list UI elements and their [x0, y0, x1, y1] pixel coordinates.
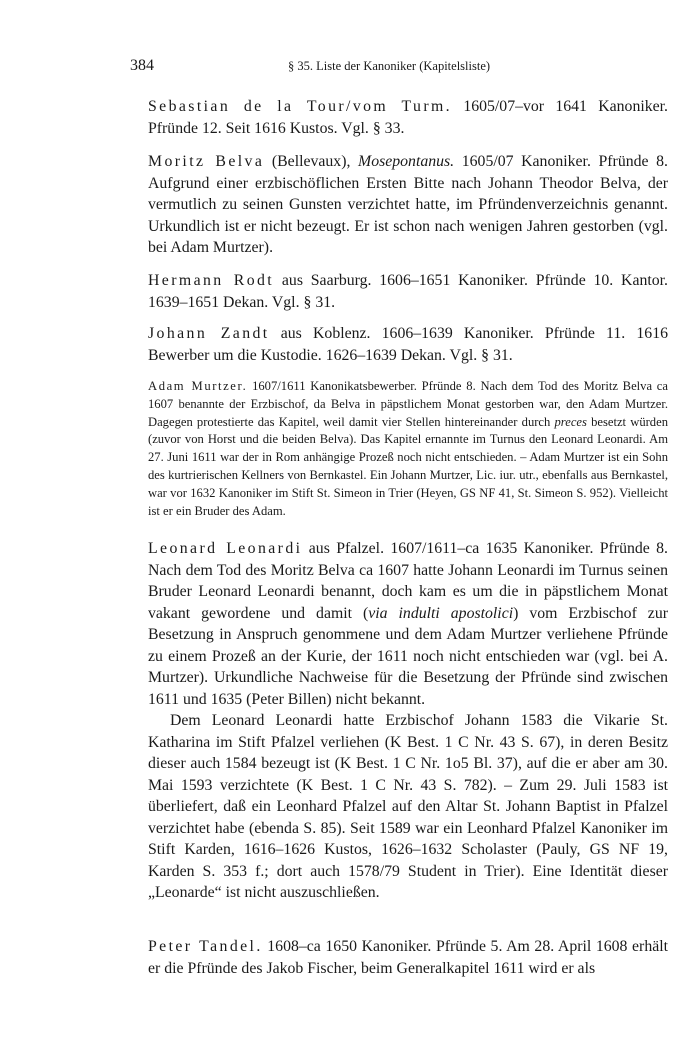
entry-leonardi	[148, 538, 668, 904]
entry-name: Adam Murtzer.	[148, 379, 248, 393]
entry-text: aus Koblenz. 1606–1639 Kanoniker. Pfründe 11. 1616 Bewerber um die Kustodie. 1626–1639 Dekan. Vgl. § 31.	[148, 325, 668, 364]
entry-text: besetzt würden (zuvor von Horst und die beiden Belva). Das Kapitel ernannte im Turnus den Leonard Leonardi. Am 27. Juni 1611 war der in Rom anhängige Prozeß noch nicht entschieden. – Adam Murtzer ist ein Sohn des kurtrierischen Kellners von Bernkastel. Ein Johann Murtzer, Lic. iur. utr., ebenfalls aus Bernkastel, war vor 1632 Kanoniker im Stift St. Simeon in Trier (Heyen, GS NF 41, St. Simeon S. 952). Vielleicht ist er ein Bruder des Adam.	[148, 414, 668, 518]
entry-italic: preces	[554, 414, 587, 429]
entry-tandel	[148, 936, 668, 979]
entry-text: 1607/1611 Kanonikatsbewerber. Pfründe 8. Nach dem Tod des Moritz Belva ca 1607 benannte der Erzbischof, da Belva in päpstlichem Monat gestorben war, den Adam Murtzer. Dagegen protestierte das Kapitel, weil damit vier Stellen hintereinander durch	[148, 379, 668, 429]
entry-text: 1605/07–vor 1641 Kanoniker. Pfründe 12. Seit 1616 Kustos. Vgl. § 33.	[148, 98, 668, 137]
page-header	[130, 57, 670, 77]
entry-name: Peter Tandel.	[148, 938, 263, 955]
entry-tour	[148, 96, 668, 139]
entry-rodt	[148, 270, 668, 313]
entry-murtzer	[148, 378, 668, 520]
entry-italic: via indulti apostolici	[368, 604, 514, 622]
entry-italic: Mosepontanus.	[358, 153, 455, 170]
entry-paragraph: Dem Leonard Leonardi hatte Erzbischof Johann 1583 die Vikarie St. Katharina im Stift Pfalzel verliehen (K Best. 1 C Nr. 43 S. 67), in deren Besitz dieser auch 1584 bezeugt ist (K Best. 1 C Nr. 1o5 Bl. 37), auf die er aber am 30. Mai 1593 verzichtete (K Best. 1 C Nr. 43 S. 782). – Zum 29. Juli 1583 ist überliefert, daß ein Leonhard Pfalzel auf den Altar St. Johann Baptist in Pfalzel verzichtet habe (ebenda S. 85). Seit 1589 war ein Leonhard Pfalzel Kanoniker im Stift Karden, 1616–1626 Kustos, 1626–1632 Scholaster (Pauly, GS NF 19, Karden S. 353 f.; dort auch 1578/79 Student in Trier). Eine Identität dieser „Leonarde“ ist nicht auszuschließen.	[148, 712, 668, 901]
entry-text: aus Saarburg. 1606–1651 Kanoniker. Pfründe 10. Kantor. 1639–1651 Dekan. Vgl. § 31.	[148, 272, 669, 311]
running-title: § 35. Liste der Kanoniker (Kapitelsliste)	[288, 59, 491, 73]
entry-text: aus Pfalzel. 1607/1611–ca 1635 Kanoniker. Pfründe 8. Nach dem Tod des Moritz Belva ca 1607 hatte Johann Leonardi im Turnus seinen Bruder Leonard Leonardi benannt, doch kam es um die in päpstlichem Monat vakant gewordene und damit (	[148, 540, 668, 622]
entry-belva	[148, 151, 668, 259]
entry-text: 1605/07 Kanoniker. Pfründe 8. Aufgrund einer erzbischöflichen Ersten Bitte nach Johann Theodor Belva, der vermutlich zu seinen Gunsten verzichtet hatte, im Pfründenverzeichnis genannt. Urkundlich ist er nicht bezeugt. Er ist schon nach wenigen Jahren gestorben (vgl. bei Adam Murtzer).	[148, 153, 668, 256]
entry-text: 1608–ca 1650 Kanoniker. Pfründe 5. Am 28. April 1608 erhält er die Pfründe des Jakob Fischer, beim Generalkapitel 1611 wird er als	[148, 938, 669, 977]
entry-name: Moritz Belva	[148, 153, 265, 170]
page-number: 384	[130, 57, 154, 74]
entry-text: ) vom Erzbischof zur Besetzung in Anspruch genommene und dem Adam Murtzer verliehene Pfründe zu einem Prozeß an der Kurie, der 1611 noch nicht entschieden war (vgl. bei A. Murtzer). Urkundliche Nachweise für die Besetzung der Pfründe sind zwischen 1611 und 1635 (Peter Billen) nicht bekannt.	[148, 604, 668, 708]
entry-name: Johann Zandt	[148, 325, 270, 342]
entry-name: Hermann Rodt	[148, 272, 275, 289]
entry-name: Sebastian de la Tour/vom Turm.	[148, 98, 453, 115]
entry-name: Leonard Leonardi	[148, 540, 303, 557]
entry-zandt	[148, 323, 668, 366]
entry-text: (Bellevaux),	[264, 153, 359, 170]
